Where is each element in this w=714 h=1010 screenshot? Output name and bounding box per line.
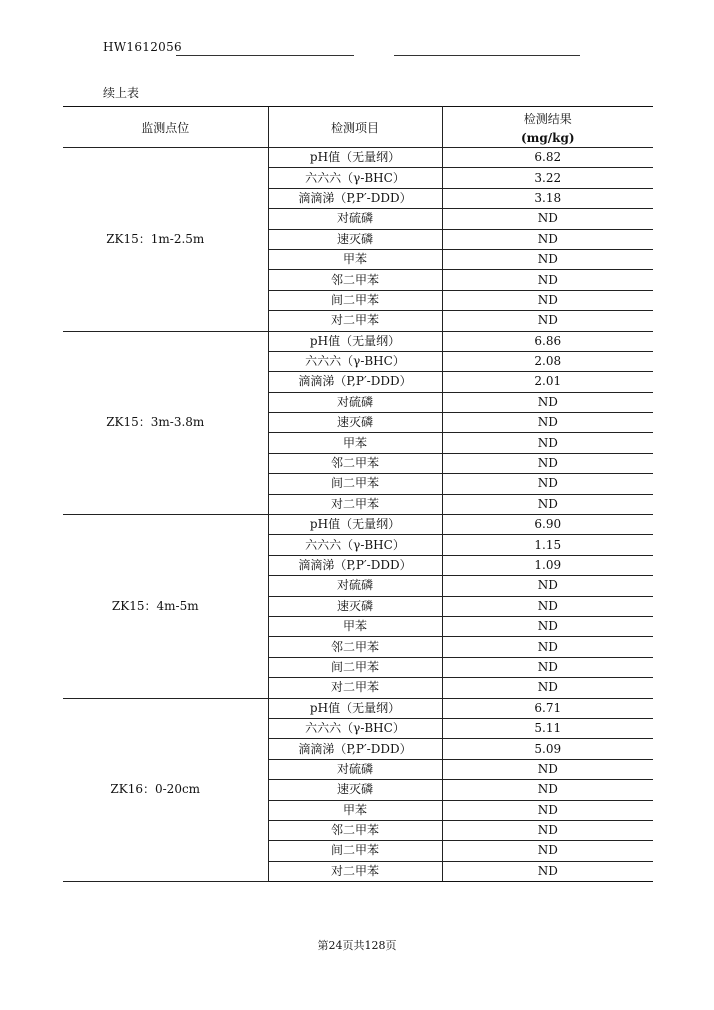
item-cell: 对硫磷 bbox=[268, 392, 442, 412]
table-row bbox=[63, 515, 653, 535]
item-cell: 六六六（γ-BHC） bbox=[268, 168, 442, 188]
item-cell: 甲苯 bbox=[268, 800, 442, 820]
result-cell: 6.82 bbox=[442, 148, 653, 168]
item-cell: 滴滴涕（P,P′-DDD） bbox=[268, 372, 442, 392]
continued-label: 续上表 bbox=[103, 86, 140, 100]
item-cell: 邻二甲苯 bbox=[268, 637, 442, 657]
item-cell: 滴滴涕（P,P′-DDD） bbox=[268, 739, 442, 759]
item-cell: 邻二甲苯 bbox=[268, 820, 442, 840]
header-rule-right bbox=[394, 55, 580, 56]
result-cell: 6.71 bbox=[442, 698, 653, 718]
result-cell: ND bbox=[442, 494, 653, 514]
item-cell: 速灭磷 bbox=[268, 596, 442, 616]
item-cell: pH值（无量纲） bbox=[268, 148, 442, 168]
item-cell: 滴滴涕（P,P′-DDD） bbox=[268, 188, 442, 208]
item-cell: 六六六（γ-BHC） bbox=[268, 535, 442, 555]
item-cell: pH值（无量纲） bbox=[268, 331, 442, 351]
item-cell: 六六六（γ-BHC） bbox=[268, 718, 442, 738]
header-rule-left bbox=[176, 55, 354, 56]
item-cell: 邻二甲苯 bbox=[268, 270, 442, 290]
result-cell: ND bbox=[442, 637, 653, 657]
item-cell: 速灭磷 bbox=[268, 413, 442, 433]
item-cell: pH值（无量纲） bbox=[268, 698, 442, 718]
result-cell: ND bbox=[442, 800, 653, 820]
item-cell: 甲苯 bbox=[268, 249, 442, 269]
page-footer: 第24页共128页 bbox=[317, 939, 397, 952]
item-cell: 对二甲苯 bbox=[268, 678, 442, 698]
table-body bbox=[63, 148, 653, 882]
item-cell: 六六六（γ-BHC） bbox=[268, 351, 442, 371]
result-cell: ND bbox=[442, 657, 653, 677]
item-cell: 对二甲苯 bbox=[268, 311, 442, 331]
result-cell: ND bbox=[442, 616, 653, 636]
column-header-unit: (mg/kg) bbox=[520, 130, 575, 145]
table-row bbox=[63, 331, 653, 351]
result-cell: ND bbox=[442, 453, 653, 473]
column-header-item: 检测项目 bbox=[268, 107, 442, 148]
item-cell: 邻二甲苯 bbox=[268, 453, 442, 473]
result-cell: ND bbox=[442, 861, 653, 881]
result-cell: 2.08 bbox=[442, 351, 653, 371]
result-cell: ND bbox=[442, 678, 653, 698]
column-header-result bbox=[442, 107, 653, 148]
item-cell: 速灭磷 bbox=[268, 229, 442, 249]
result-cell: 5.11 bbox=[442, 718, 653, 738]
result-cell: 3.22 bbox=[442, 168, 653, 188]
result-cell: ND bbox=[442, 780, 653, 800]
result-cell: 5.09 bbox=[442, 739, 653, 759]
result-cell: 6.90 bbox=[442, 515, 653, 535]
column-header-site: 监测点位 bbox=[63, 107, 268, 148]
item-cell: 滴滴涕（P,P′-DDD） bbox=[268, 555, 442, 575]
item-cell: pH值（无量纲） bbox=[268, 515, 442, 535]
item-cell: 对二甲苯 bbox=[268, 494, 442, 514]
result-cell: ND bbox=[442, 596, 653, 616]
site-cell: ZK16：0-20cm bbox=[63, 698, 268, 882]
result-cell: 1.09 bbox=[442, 555, 653, 575]
item-cell: 速灭磷 bbox=[268, 780, 442, 800]
result-cell: ND bbox=[442, 841, 653, 861]
item-cell: 间二甲苯 bbox=[268, 290, 442, 310]
results-table bbox=[63, 106, 653, 882]
result-cell: 6.86 bbox=[442, 331, 653, 351]
result-cell: ND bbox=[442, 433, 653, 453]
table-row bbox=[63, 698, 653, 718]
result-cell: ND bbox=[442, 229, 653, 249]
result-cell: ND bbox=[442, 270, 653, 290]
result-cell: ND bbox=[442, 311, 653, 331]
table-header-row bbox=[63, 107, 653, 148]
item-cell: 甲苯 bbox=[268, 616, 442, 636]
column-header-result-label: 检测结果 bbox=[523, 111, 572, 126]
report-number: HW1612056 bbox=[103, 40, 182, 54]
site-cell: ZK15：3m-3.8m bbox=[63, 331, 268, 515]
result-cell: 3.18 bbox=[442, 188, 653, 208]
result-cell: 2.01 bbox=[442, 372, 653, 392]
site-cell: ZK15：1m-2.5m bbox=[63, 148, 268, 332]
item-cell: 对硫磷 bbox=[268, 209, 442, 229]
result-cell: ND bbox=[442, 759, 653, 779]
item-cell: 甲苯 bbox=[268, 433, 442, 453]
result-cell: ND bbox=[442, 474, 653, 494]
item-cell: 对硫磷 bbox=[268, 576, 442, 596]
table-row bbox=[63, 148, 653, 168]
result-cell: ND bbox=[442, 290, 653, 310]
item-cell: 间二甲苯 bbox=[268, 474, 442, 494]
item-cell: 间二甲苯 bbox=[268, 657, 442, 677]
result-cell: ND bbox=[442, 576, 653, 596]
result-cell: ND bbox=[442, 209, 653, 229]
item-cell: 对硫磷 bbox=[268, 759, 442, 779]
item-cell: 对二甲苯 bbox=[268, 861, 442, 881]
result-cell: ND bbox=[442, 249, 653, 269]
item-cell: 间二甲苯 bbox=[268, 841, 442, 861]
result-cell: 1.15 bbox=[442, 535, 653, 555]
result-cell: ND bbox=[442, 820, 653, 840]
site-cell: ZK15：4m-5m bbox=[63, 515, 268, 699]
result-cell: ND bbox=[442, 413, 653, 433]
result-cell: ND bbox=[442, 392, 653, 412]
